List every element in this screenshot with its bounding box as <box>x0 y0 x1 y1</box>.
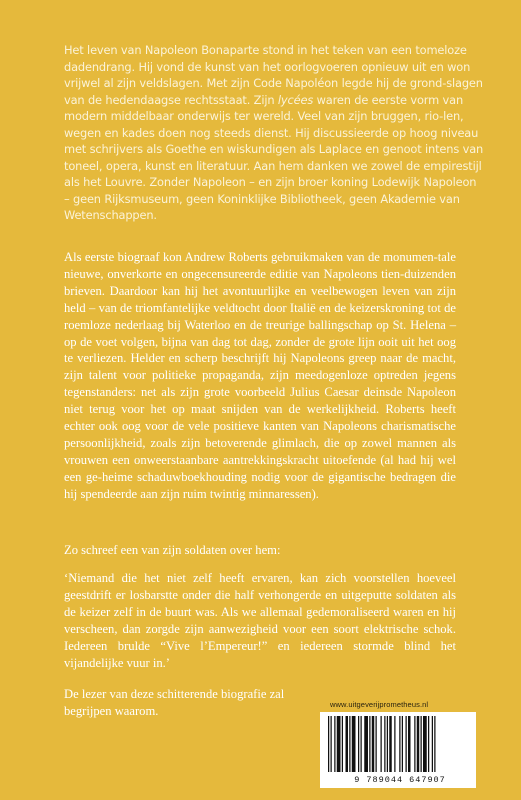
barcode-bar <box>337 716 341 772</box>
barcode-bar <box>328 716 329 772</box>
isbn-digits: 9 789044 647907 <box>354 775 446 785</box>
closing-line: De lezer van deze schitterende biografie zal begrijpen waarom. <box>64 687 285 718</box>
barcode-bar <box>346 716 349 772</box>
barcode-bar <box>369 716 370 772</box>
barcode-bar <box>381 716 382 772</box>
barcode-bar <box>364 716 368 772</box>
barcode-bar <box>361 716 362 772</box>
barcode-bar <box>432 716 433 772</box>
barcode-bar <box>408 716 411 772</box>
body-paragraph: Als eerste biograaf kon Andrew Roberts gebruikmaken van de monumen-tale nieuwe, onverkorte en ongecensureerde editie van Napoleons tien-duizenden brieven. Daardoor kan hij het avontuurlijke en veelbewogen leven van zijn held – van de triomfantelijke veldtocht door Italië en de keizerskroning tot de roemloze nederlaag bij Waterloo en de treurige ballingschap op St. Helena – op de voet volgen, bijna van dag tot dag, zonder de grote lijn ooit uit het oog te verliezen. Helder en scherp beschrijft hij Napoleons greep naar de macht, zijn talent voor politieke propaganda, zijn meedogenloze optreden jegens tegenstanders: net als zijn grote voorbeeld Julius Caesar deinsde Napoleon niet terug voor het op maat snijden van de werkelijkheid. Roberts heeft echter ook oog voor de vele positieve kanten van Napoleons charismatische persoonlijkheid, zoals zijn betoverende glimlach, die op zowel mannen als vrouwen een onweerstaanbare aantrekkingskracht uitoefende (al had hij wel een ge-heime schaduwboekhouding nodig voor de gigantische bedragen die hij spendeerde aan zijn ruim twintig minnaressen). <box>64 250 456 501</box>
isbn-barcode <box>320 712 476 788</box>
barcode-bar <box>406 716 407 772</box>
barcode-bar <box>352 716 356 772</box>
publisher-url: www.uitgeverijprometheus.nl <box>330 700 429 709</box>
barcode-bars <box>320 712 476 776</box>
barcode-bar <box>389 716 392 772</box>
barcode-bar <box>402 716 403 772</box>
barcode-bar <box>349 716 350 772</box>
barcode-bar <box>342 716 343 772</box>
barcode-bar <box>384 716 385 772</box>
barcode-bar <box>399 716 400 772</box>
intro-emphasis: lycées <box>277 92 314 107</box>
barcode-bar <box>434 716 435 772</box>
barcode-bar <box>387 716 388 772</box>
barcode-bar <box>417 716 420 772</box>
barcode-bar <box>414 716 415 772</box>
barcode-bar <box>428 716 429 772</box>
barcode-bar <box>423 716 427 772</box>
barcode-bar <box>376 716 377 772</box>
barcode-bar <box>358 716 359 772</box>
intro-rest: waren de eerste vorm van modern middelbaar onderwijs ter wereld. Veel van zijn bruggen, rio-len, wegen en kades doen nog steeds dienst. Hij discussieerde op hoog niveau met schrijvers als Goethe en wiskundigen als Laplace en genoot intens van toneel, opera, kunst en literatuur. Aan hem danken we zowel de empirestijl als het Louvre. Zonder Napoleon – en zijn broer koning Lodewijk Napoleon – geen Rijksmuseum, geen Koninklijke Bibliotheek, geen Akademie van Wetenschappen. <box>64 92 484 222</box>
barcode-bar <box>372 716 375 772</box>
soldier-quote: ‘Niemand die het niet zelf heeft ervaren, kan zich voorstellen hoeveel geestdrift er losbarstte onder die half verhongerde en uitgeputte soldaten als de keizer zelf in de buurt was. Als we allemaal gedemoraliseerd waren en hij verscheen, dan zorgde zijn aanwezigheid voor een soort elektrische schok. Iedereen brulde “Vive l’Empereur!” en iedereen stormde blind het vijandelijke vuur in.’ <box>64 571 456 670</box>
quote-intro: Zo schreef een van zijn soldaten over hem: <box>64 543 281 557</box>
barcode-bar <box>334 716 335 772</box>
intro-lead: Het leven van Napoleon Bonaparte stond in het teken van een tomeloze dadendrang. Hij vond de kunst van het oorlogvoeren opnieuw uit en won vrijwel al zijn veldslagen. Met zijn Code Napoléon legde hij de grond-slagen van de hedendaagse rechtsstaat. Zijn <box>64 43 483 107</box>
barcode-bar <box>421 716 422 772</box>
intro-paragraph <box>64 42 484 224</box>
barcode-bar <box>331 716 332 772</box>
barcode-bar <box>394 716 395 772</box>
